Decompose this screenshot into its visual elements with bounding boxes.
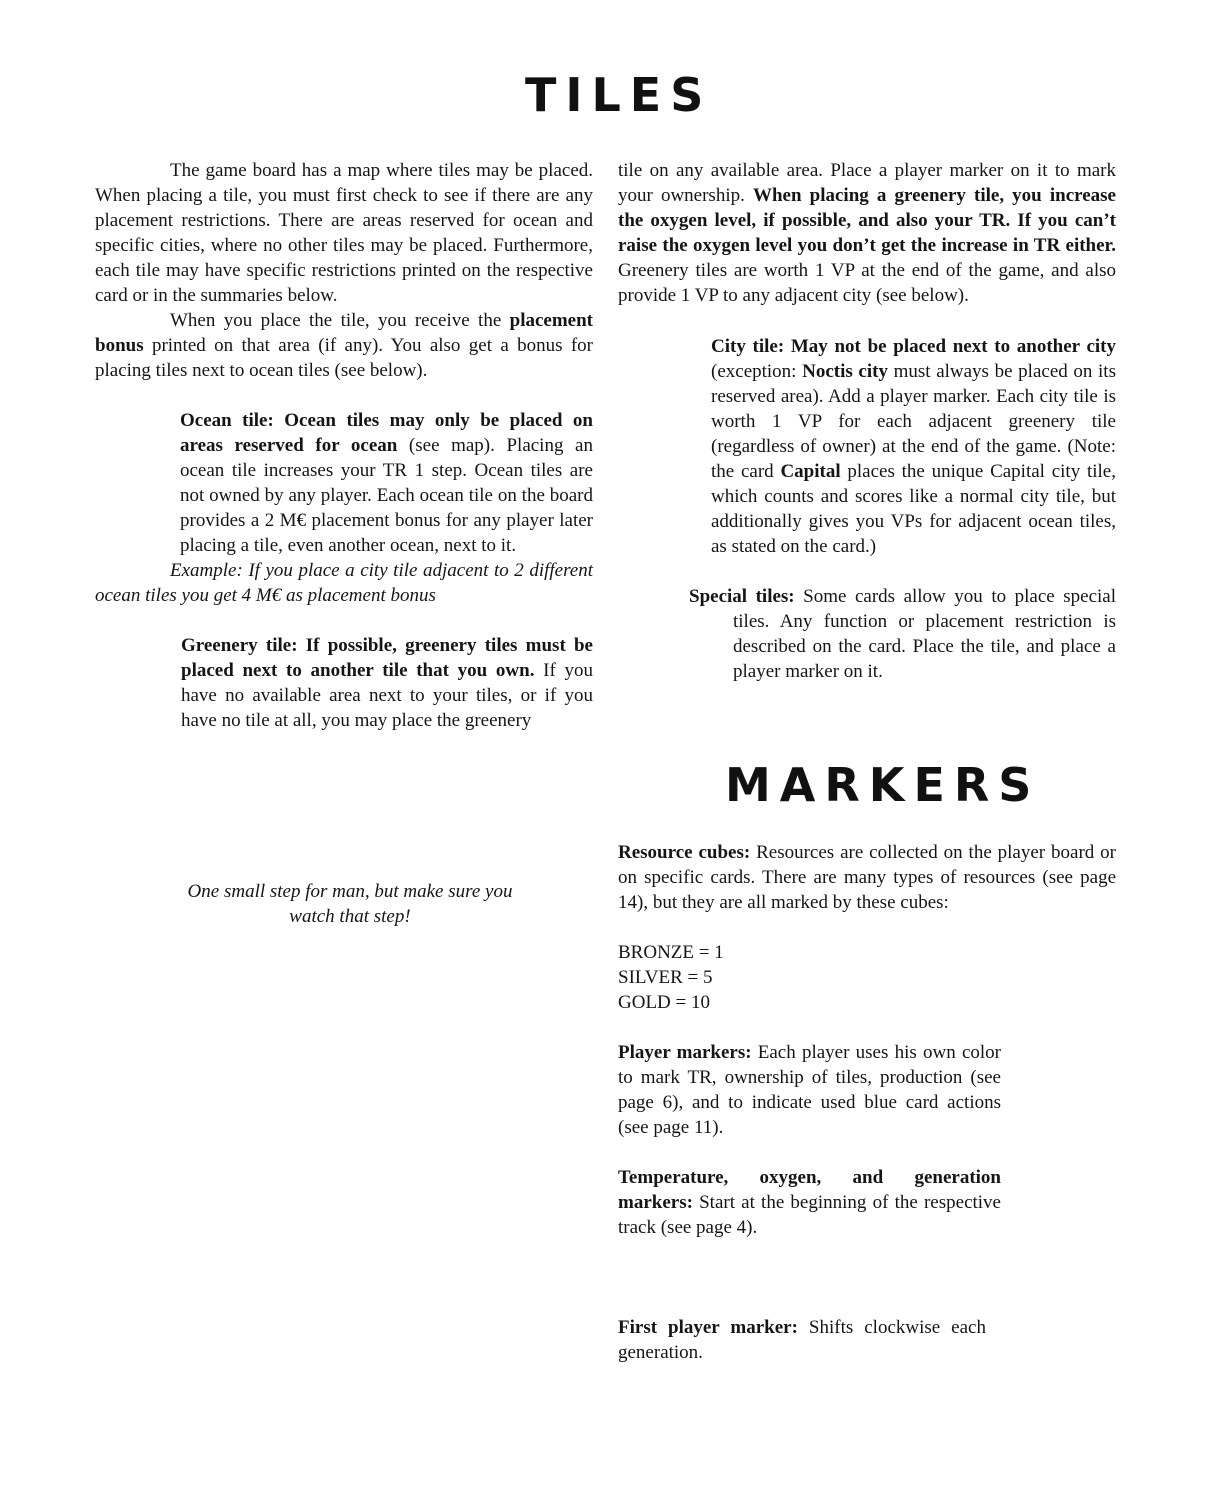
player-markers-title: Player markers: bbox=[618, 1042, 752, 1063]
special-tiles-title: Special tiles: bbox=[689, 586, 795, 607]
player-markers-text: Each player uses his own color to mark TR, ownership of tiles, production (see page 6), and to indicate used blue card actions (see page 11). bbox=[618, 1042, 1001, 1138]
resource-cubes-text: Resources are collected on the player board or on specific cards. There are many types of resources (see page 14), but they are all marked by these cubes: bbox=[618, 842, 1117, 913]
tiles-heading: TILES bbox=[525, 68, 713, 122]
noctis-city-term: Noctis city bbox=[802, 361, 888, 382]
city-tile-section: City tile: May not be placed next to another city (exception: Noctis city must always be placed on its reserved area). Add a player marker. Each city tile is worth 1 VP for each adjacent greenery tile (regardless of owner) at the end of the game. (Note: the card Capital places the unique Capital city tile, which counts and scores like a normal city tile, but additionally gives you VPs for adjacent ocean tiles, as stated on the card.) bbox=[711, 336, 1116, 557]
greenery-tile-continued: tile on any available area. Place a player marker on it to mark your ownership. When placing a greenery tile, you increase the oxygen level, if possible, and also your TR. If you can’t raise the oxygen level you don’t get the increase in TR either. Greenery tiles are worth 1 VP at the end of the game, and also provide 1 VP to any adjacent city (see below). bbox=[618, 160, 1116, 306]
player-markers-section bbox=[618, 1040, 1001, 1140]
ocean-tile-title: Ocean tile: Ocean tiles may only be placed on areas reserved for ocean bbox=[180, 410, 593, 456]
tagline-quote: One small step for man, but make sure you watch that step! bbox=[187, 881, 513, 927]
first-player-marker-title: First player marker: bbox=[618, 1317, 798, 1338]
tiles-intro-text: The game board has a map where tiles may be placed. When placing a tile, you must first check to see if there are any placement restrictions. There are areas reserved for ocean and specific cities, where no other tiles may be placed. Furthermore, each tile may have specific restrictions printed on the respective card or in the summaries below. bbox=[95, 160, 593, 306]
first-player-marker-section bbox=[618, 1315, 986, 1365]
track-markers-section bbox=[618, 1165, 1001, 1240]
placement-bonus-term: placement bonus bbox=[95, 310, 593, 356]
first-player-marker-text: Shifts clockwise each generation. bbox=[618, 1317, 986, 1363]
cube-values-list bbox=[618, 940, 918, 1015]
markers-heading: MARKERS bbox=[725, 758, 1041, 812]
ocean-tile-section bbox=[95, 408, 593, 608]
cube-value-silver: SILVER = 5 bbox=[618, 967, 713, 988]
greenery-tile-section bbox=[181, 633, 593, 733]
resource-cubes-section bbox=[618, 840, 1116, 915]
greenery-tile-title: Greenery tile: If possible, greenery tiles must be placed next to another tile that you own. bbox=[181, 635, 593, 681]
city-tile-title: City tile: May not be placed next to another city bbox=[711, 336, 1116, 357]
tiles-intro-paragraph: The game board has a map where tiles may be placed. When placing a tile, you must first check to see if there are any placement restrictions. There are areas reserved for ocean and specific cities, where no other tiles may be placed. Furthermore, each tile may have specific restrictions printed on the respective card or in the summaries below. When you place the tile, you receive the placement bonus printed on that area (if any). You also get a bonus for placing tiles next to ocean tiles (see below). bbox=[95, 160, 593, 381]
special-tiles-text: Some cards allow you to place special tiles. Any function or placement restriction is described on the card. Place the tile, and place a player marker on it. bbox=[733, 586, 1116, 682]
track-markers-text: Start at the beginning of the respective track (see page 4). bbox=[618, 1192, 1001, 1238]
cube-value-bronze: BRONZE = 1 bbox=[618, 942, 724, 963]
track-markers-title: Temperature, oxygen, and generation markers: bbox=[618, 1167, 1001, 1213]
greenery-oxygen-rule: When placing a greenery tile, you increase the oxygen level, if possible, and also your TR. If you can’t raise the oxygen level you don’t get the increase in TR either. bbox=[618, 185, 1116, 256]
greenery-tile-text: If you have no available area next to your tiles, or if you have no tile at all, you may place the greenery bbox=[181, 660, 594, 731]
resource-cubes-title: Resource cubes: bbox=[618, 842, 751, 863]
special-tiles-section bbox=[689, 584, 1116, 684]
ocean-tile-text: (see map). Placing an ocean tile increases your TR 1 step. Ocean tiles are not owned by any player. Each ocean tile on the board provides a 2 M€ placement bonus for any player later placing a tile, even another ocean, next to it. bbox=[180, 435, 593, 556]
capital-card-term: Capital bbox=[780, 461, 841, 482]
cube-value-gold: GOLD = 10 bbox=[618, 992, 710, 1013]
ocean-example: Example: If you place a city tile adjacent to 2 different ocean tiles you get 4 M€ as placement bonus bbox=[95, 560, 593, 606]
